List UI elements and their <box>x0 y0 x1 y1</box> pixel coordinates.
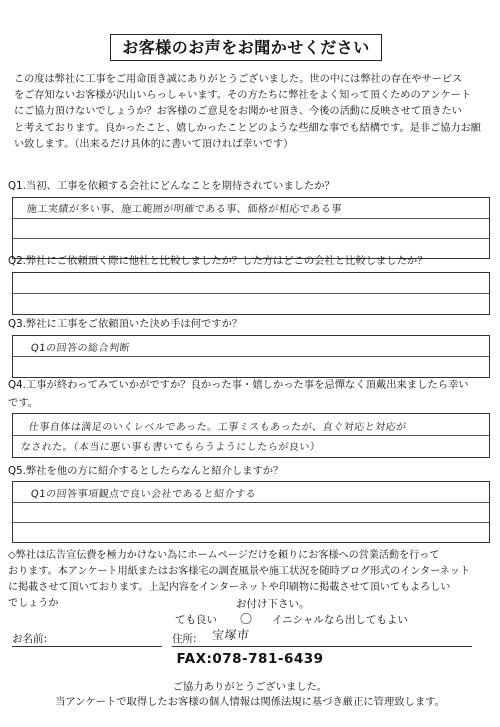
page-title: お客様のお声をお聞かせください <box>110 34 382 61</box>
question-4-handwritten-answer-line-1: 仕事自体は満足のいくレベルであった。工事ミスもあったが、直ぐ対応と対応が <box>28 422 408 433</box>
question-4-label: Q4.工事が終わってみていかがですか？良かった事・嬉しかった事を忌憚なく頂戴出来ましたら幸い <box>8 379 469 391</box>
question-1-handwritten-answer: 施工実績が多い事、施工範囲が明確である事、価格が相応である事 <box>26 204 343 215</box>
question-1-label: Q1.当初、工事を依頼する会社にどんなことを期待されていましたか？ <box>8 180 335 192</box>
privacy-notice: 当アンケートで取得したお客様の個人情報は関係法規に基づき厳正に管理致します。 <box>55 696 445 708</box>
answer-line <box>13 502 489 503</box>
intro-line: この度は弊社に工事をご用命頂き誠にありがとうございました。世の中には弊社の存在やサービス <box>14 74 463 85</box>
option-publish-ok[interactable]: ても良い <box>175 614 217 626</box>
intro-line: にご協力頂けないでしょうか？お客様のご意見をお聞かせ頂き、今後の活動に反映させて頂きたい <box>14 106 462 118</box>
question-3-label: Q3.弊社に工事をご依頼頂いた決め手は何ですか？ <box>8 318 243 330</box>
address-handwritten-value: 宝塚市 <box>211 628 251 642</box>
answer-line <box>13 356 489 357</box>
question-4-label-continued: です。 <box>8 397 39 409</box>
note-line: おります。本アンケート用紙またはお客様宅の調査風景や施工状況を随時ブログ形式のインターネット <box>8 566 470 577</box>
question-5-label: Q5.弊社を他の方に紹介するとしたらなんと紹介しますか？ <box>8 465 284 477</box>
question-4-answer-box[interactable] <box>12 413 490 458</box>
question-4-handwritten-answer-line-2: なされた。（本当に悪い事も書いてもらうようにしたらが良い） <box>20 442 321 453</box>
intro-text <box>14 72 492 153</box>
note-line: に掲載させて頂いております。上記内容をインターネットや印刷物に掲載させて頂いてもよろしい <box>8 582 451 593</box>
address-field-line <box>172 646 472 647</box>
question-2-label: Q2.弊社にご依頼頂く際に他社と比較しましたか？した方はどこの会社と比較しましたか？ <box>8 255 428 267</box>
note-line: ◇弊社は広告宣伝費を極力かけない為にホームページだけを頼りにお客様への営業活動を行って <box>8 550 440 561</box>
redacted-area <box>10 611 170 627</box>
question-2-answer-box[interactable] <box>12 272 490 315</box>
option-initial-circle-mark[interactable]: 〇 <box>240 612 253 626</box>
answer-line <box>13 522 489 523</box>
answer-line <box>13 218 489 219</box>
question-1-answer-box[interactable] <box>12 197 490 259</box>
question-3-handwritten-answer: Q1の回答の総合判断 <box>30 343 131 354</box>
question-5-handwritten-answer: Q1の回答事項観点で良い会社であると紹介する <box>30 489 257 500</box>
option-publish-initial[interactable]: イニシャルなら出してもよい <box>272 614 408 626</box>
answer-line <box>13 435 489 436</box>
intro-line: い致します。（出来るだけ具体的に書いて頂ければ幸いです） <box>14 138 294 150</box>
redacted-area <box>80 626 160 644</box>
intro-line: と考えております。良かったこと、嬉しかったことどのような些細な事でも結構です。是非ご協力お願 <box>14 122 481 134</box>
name-label: お名前: <box>12 633 48 645</box>
name-field-line <box>12 646 162 647</box>
thanks-message: ご協力ありがとうございました。 <box>172 681 328 693</box>
question-3-answer-box[interactable] <box>12 335 490 378</box>
note-line: でしょうか <box>8 598 59 609</box>
question-5-answer-box[interactable] <box>12 481 490 543</box>
answer-line <box>13 293 489 294</box>
intro-line: をご存知ないお客様が沢山いらっしゃいます。その方たちに弊社をよく知って頂くためのアンケート <box>14 90 472 102</box>
answer-line <box>13 238 489 239</box>
address-label: 住所: <box>172 633 197 645</box>
fax-number: FAX:078-781-6439 <box>176 651 324 667</box>
note-tail: お付け下さい。 <box>236 598 310 610</box>
redacted-area <box>70 594 235 610</box>
